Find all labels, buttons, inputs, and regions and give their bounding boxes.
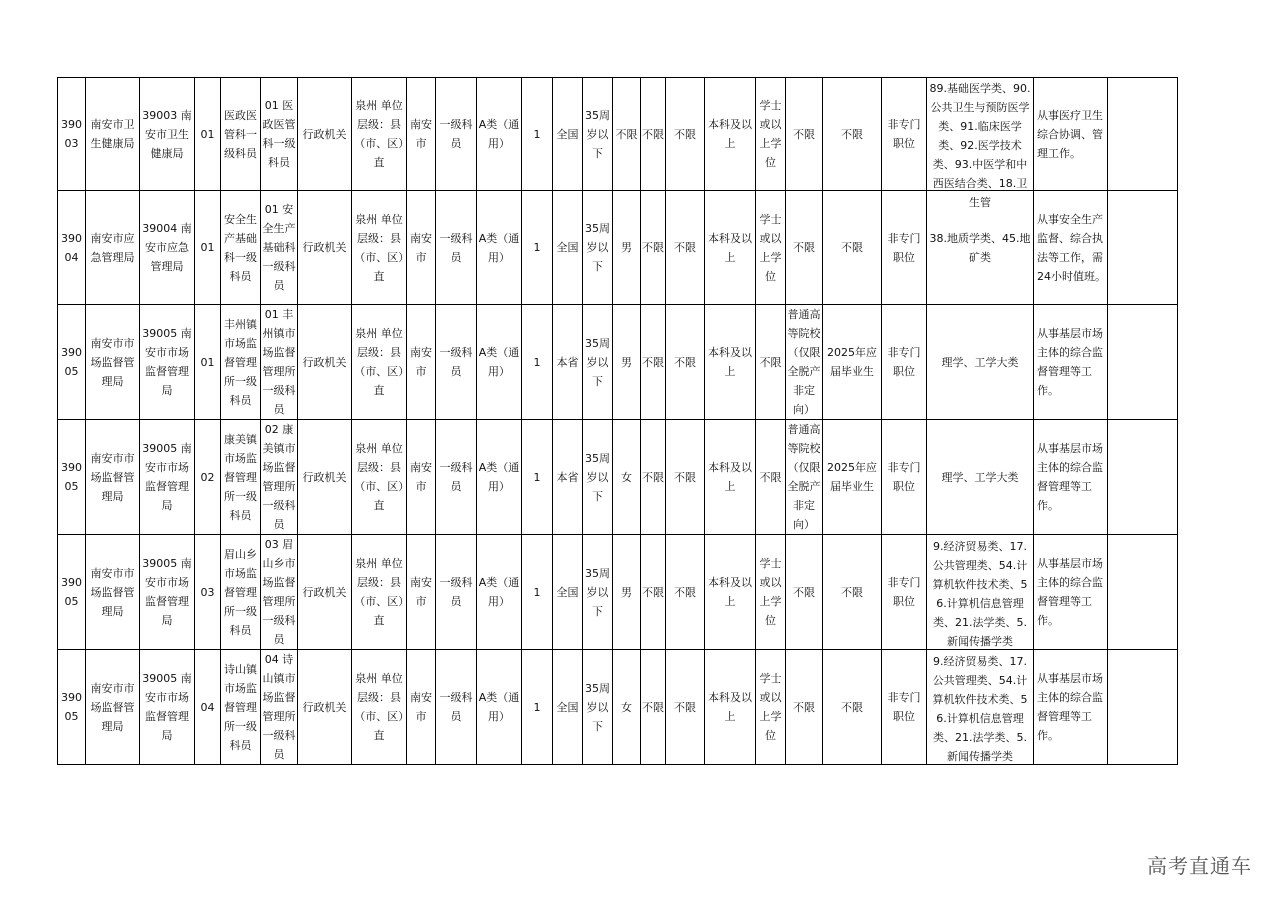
recruit-count-cell: 1 (522, 535, 553, 650)
age-cell: 35周岁以下 (583, 78, 613, 191)
unit-level-cell: 泉州 单位层级：县（市、区）直 (352, 420, 407, 535)
gender-cell: 女 (613, 650, 641, 765)
age-cell: 35周岁以下 (583, 535, 613, 650)
graduate-requirement-cell: 不限 (823, 78, 882, 191)
major-text: 理学、工学大类 (941, 470, 1019, 484)
note-cell (1108, 420, 1178, 535)
graduate-requirement-cell: 不限 (823, 191, 882, 305)
major-cell (927, 191, 1034, 305)
school-requirement-cell: 不限 (786, 191, 823, 305)
city-cell: 南安市 (407, 191, 436, 305)
position-code-cell: 01 医政医管科一级科员 (261, 78, 298, 191)
recruit-count-cell: 1 (522, 305, 553, 420)
ethnicity-cell: 不限 (641, 535, 666, 650)
school-requirement-cell: 普通高等院校（仅限全脱产非定向） (786, 420, 823, 535)
exam-type-cell: A类（通用） (477, 535, 522, 650)
duty-cell: 从事基层市场主体的综合监督管理等工作。 (1034, 305, 1108, 420)
unit-level-cell: 泉州 单位层级：县（市、区）直 (352, 535, 407, 650)
organization-type-cell: 行政机关 (298, 650, 352, 765)
exam-type-cell: A类（通用） (477, 191, 522, 305)
position-code-cell: 02 康美镇市场监督管理所一级科员 (261, 420, 298, 535)
education-cell: 本科及以上 (705, 650, 756, 765)
unit-cell: 39005 南安市市场监督管理局 (140, 420, 195, 535)
position-code-cell: 03 眉山乡市场监督管理所一级科员 (261, 535, 298, 650)
rank-cell: 一级科员 (436, 650, 477, 765)
position-name-cell: 安全生产基础科一级科员 (221, 191, 261, 305)
duty-cell: 从事安全生产监督、综合执法等工作，需24小时值班。 (1034, 191, 1108, 305)
household-origin-cell: 本省 (553, 305, 583, 420)
city-cell: 南安市 (407, 78, 436, 191)
rank-cell: 一级科员 (436, 535, 477, 650)
code-cell: 39005 (58, 305, 86, 420)
recruit-count-cell: 1 (522, 191, 553, 305)
position-name-cell: 医政医管科一级科员 (221, 78, 261, 191)
exam-type-cell: A类（通用） (477, 420, 522, 535)
school-requirement-cell: 不限 (786, 78, 823, 191)
department-cell: 南安市市场监督管理局 (86, 305, 140, 420)
position-number-cell: 02 (195, 420, 221, 535)
gender-cell: 不限 (613, 78, 641, 191)
political-status-cell: 不限 (666, 650, 705, 765)
gender-cell: 男 (613, 305, 641, 420)
recruitment-table (57, 77, 1178, 765)
education-cell: 本科及以上 (705, 305, 756, 420)
household-origin-cell: 全国 (553, 535, 583, 650)
unit-cell: 39005 南安市市场监督管理局 (140, 650, 195, 765)
household-origin-cell: 全国 (553, 191, 583, 305)
recruit-count-cell: 1 (522, 78, 553, 191)
degree-cell: 学士或以上学位 (756, 650, 786, 765)
position-code-cell: 01 丰州镇市场监督管理所一级科员 (261, 305, 298, 420)
position-name-cell: 眉山乡市场监督管理所一级科员 (221, 535, 261, 650)
code-cell: 39005 (58, 420, 86, 535)
recruit-count-cell: 1 (522, 420, 553, 535)
recruit-count-cell: 1 (522, 650, 553, 765)
code-cell: 39005 (58, 535, 86, 650)
degree-cell: 学士或以上学位 (756, 535, 786, 650)
ethnicity-cell: 不限 (641, 305, 666, 420)
position-name-cell: 丰州镇市场监督管理所一级科员 (221, 305, 261, 420)
school-requirement-cell: 普通高等院校（仅限全脱产非定向） (786, 305, 823, 420)
political-status-cell: 不限 (666, 535, 705, 650)
position-number-cell: 01 (195, 305, 221, 420)
degree-cell: 不限 (756, 420, 786, 535)
rank-cell: 一级科员 (436, 420, 477, 535)
major-text: 38.地质学类、45.地矿类 (929, 231, 1031, 264)
rank-cell: 一级科员 (436, 305, 477, 420)
graduate-requirement-cell: 2025年应届毕业生 (823, 420, 882, 535)
age-cell: 35周岁以下 (583, 191, 613, 305)
table-row (58, 420, 1178, 535)
position-code-cell: 04 诗山镇市场监督管理所一级科员 (261, 650, 298, 765)
watermark-text: 高考直通车 (1147, 854, 1252, 878)
major-cell (927, 305, 1034, 420)
table-row (58, 650, 1178, 765)
political-status-cell: 不限 (666, 420, 705, 535)
major-text: 理学、工学大类 (941, 355, 1019, 369)
degree-cell: 学士或以上学位 (756, 78, 786, 191)
special-position-cell: 非专门职位 (882, 78, 927, 191)
organization-type-cell: 行政机关 (298, 305, 352, 420)
city-cell: 南安市 (407, 535, 436, 650)
ethnicity-cell: 不限 (641, 420, 666, 535)
department-cell: 南安市市场监督管理局 (86, 420, 140, 535)
ethnicity-cell: 不限 (641, 650, 666, 765)
major-cell (927, 420, 1034, 535)
city-cell: 南安市 (407, 650, 436, 765)
unit-cell: 39005 南安市市场监督管理局 (140, 535, 195, 650)
note-cell (1108, 535, 1178, 650)
position-name-cell: 诗山镇市场监督管理所一级科员 (221, 650, 261, 765)
unit-level-cell: 泉州 单位层级：县（市、区）直 (352, 650, 407, 765)
political-status-cell: 不限 (666, 191, 705, 305)
age-cell: 35周岁以下 (583, 305, 613, 420)
age-cell: 35周岁以下 (583, 420, 613, 535)
table-row (58, 191, 1178, 305)
education-cell: 本科及以上 (705, 191, 756, 305)
duty-cell: 从事医疗卫生综合协调、管理工作。 (1034, 78, 1108, 191)
major-cell (927, 78, 1034, 209)
code-cell: 39003 (58, 78, 86, 191)
education-cell: 本科及以上 (705, 78, 756, 191)
ethnicity-cell: 不限 (641, 78, 666, 191)
code-cell: 39005 (58, 650, 86, 765)
unit-level-cell: 泉州 单位层级：县（市、区）直 (352, 305, 407, 420)
note-cell (1108, 78, 1178, 191)
position-name-cell: 康美镇市场监督管理所一级科员 (221, 420, 261, 535)
ethnicity-cell: 不限 (641, 191, 666, 305)
code-cell: 39004 (58, 191, 86, 305)
special-position-cell: 非专门职位 (882, 535, 927, 650)
position-number-cell: 01 (195, 191, 221, 305)
major-cell (927, 650, 1034, 765)
rank-cell: 一级科员 (436, 191, 477, 305)
major-text: 9.经济贸易类、17.公共管理类、54.计算机软件技术类、56.计算机信息管理类、21.法学类、5.新闻传播学类 (932, 540, 1028, 648)
rank-cell: 一级科员 (436, 78, 477, 191)
graduate-requirement-cell: 2025年应届毕业生 (823, 305, 882, 420)
household-origin-cell: 全国 (553, 78, 583, 191)
department-cell: 南安市卫生健康局 (86, 78, 140, 191)
unit-cell: 39004 南安市应急管理局 (140, 191, 195, 305)
education-cell: 本科及以上 (705, 535, 756, 650)
special-position-cell: 非专门职位 (882, 420, 927, 535)
department-cell: 南安市市场监督管理局 (86, 650, 140, 765)
department-cell: 南安市应急管理局 (86, 191, 140, 305)
degree-cell: 学士或以上学位 (756, 191, 786, 305)
duty-cell: 从事基层市场主体的综合监督管理等工作。 (1034, 420, 1108, 535)
organization-type-cell: 行政机关 (298, 535, 352, 650)
duty-cell: 从事基层市场主体的综合监督管理等工作。 (1034, 650, 1108, 765)
major-cell (927, 535, 1034, 650)
major-text: 9.经济贸易类、17.公共管理类、54.计算机软件技术类、56.计算机信息管理类、21.法学类、5.新闻传播学类 (932, 655, 1028, 763)
department-cell: 南安市市场监督管理局 (86, 535, 140, 650)
organization-type-cell: 行政机关 (298, 191, 352, 305)
table-row (58, 78, 1178, 191)
political-status-cell: 不限 (666, 305, 705, 420)
age-cell: 35周岁以下 (583, 650, 613, 765)
city-cell: 南安市 (407, 420, 436, 535)
duty-cell: 从事基层市场主体的综合监督管理等工作。 (1034, 535, 1108, 650)
major-text: 89.基础医学类、90.公共卫生与预防医学类、91.临床医学类、92.医学技术类、93.中医学和中西医结合类、18.卫生管 (929, 82, 1031, 209)
household-origin-cell: 全国 (553, 650, 583, 765)
special-position-cell: 非专门职位 (882, 191, 927, 305)
unit-cell: 39003 南安市卫生健康局 (140, 78, 195, 191)
graduate-requirement-cell: 不限 (823, 650, 882, 765)
gender-cell: 男 (613, 535, 641, 650)
exam-type-cell: A类（通用） (477, 78, 522, 191)
gender-cell: 男 (613, 191, 641, 305)
graduate-requirement-cell: 不限 (823, 535, 882, 650)
exam-type-cell: A类（通用） (477, 305, 522, 420)
special-position-cell: 非专门职位 (882, 305, 927, 420)
note-cell (1108, 191, 1178, 305)
position-number-cell: 04 (195, 650, 221, 765)
education-cell: 本科及以上 (705, 420, 756, 535)
organization-type-cell: 行政机关 (298, 78, 352, 191)
note-cell (1108, 305, 1178, 420)
unit-level-cell: 泉州 单位层级：县（市、区）直 (352, 191, 407, 305)
degree-cell: 不限 (756, 305, 786, 420)
unit-level-cell: 泉州 单位层级：县（市、区）直 (352, 78, 407, 191)
unit-cell: 39005 南安市市场监督管理局 (140, 305, 195, 420)
exam-type-cell: A类（通用） (477, 650, 522, 765)
position-number-cell: 03 (195, 535, 221, 650)
note-cell (1108, 650, 1178, 765)
household-origin-cell: 本省 (553, 420, 583, 535)
table-row (58, 535, 1178, 650)
position-number-cell: 01 (195, 78, 221, 191)
school-requirement-cell: 不限 (786, 535, 823, 650)
organization-type-cell: 行政机关 (298, 420, 352, 535)
special-position-cell: 非专门职位 (882, 650, 927, 765)
school-requirement-cell: 不限 (786, 650, 823, 765)
table-row (58, 305, 1178, 420)
gender-cell: 女 (613, 420, 641, 535)
political-status-cell: 不限 (666, 78, 705, 191)
position-code-cell: 01 安全生产基础科一级科员 (261, 191, 298, 305)
city-cell: 南安市 (407, 305, 436, 420)
